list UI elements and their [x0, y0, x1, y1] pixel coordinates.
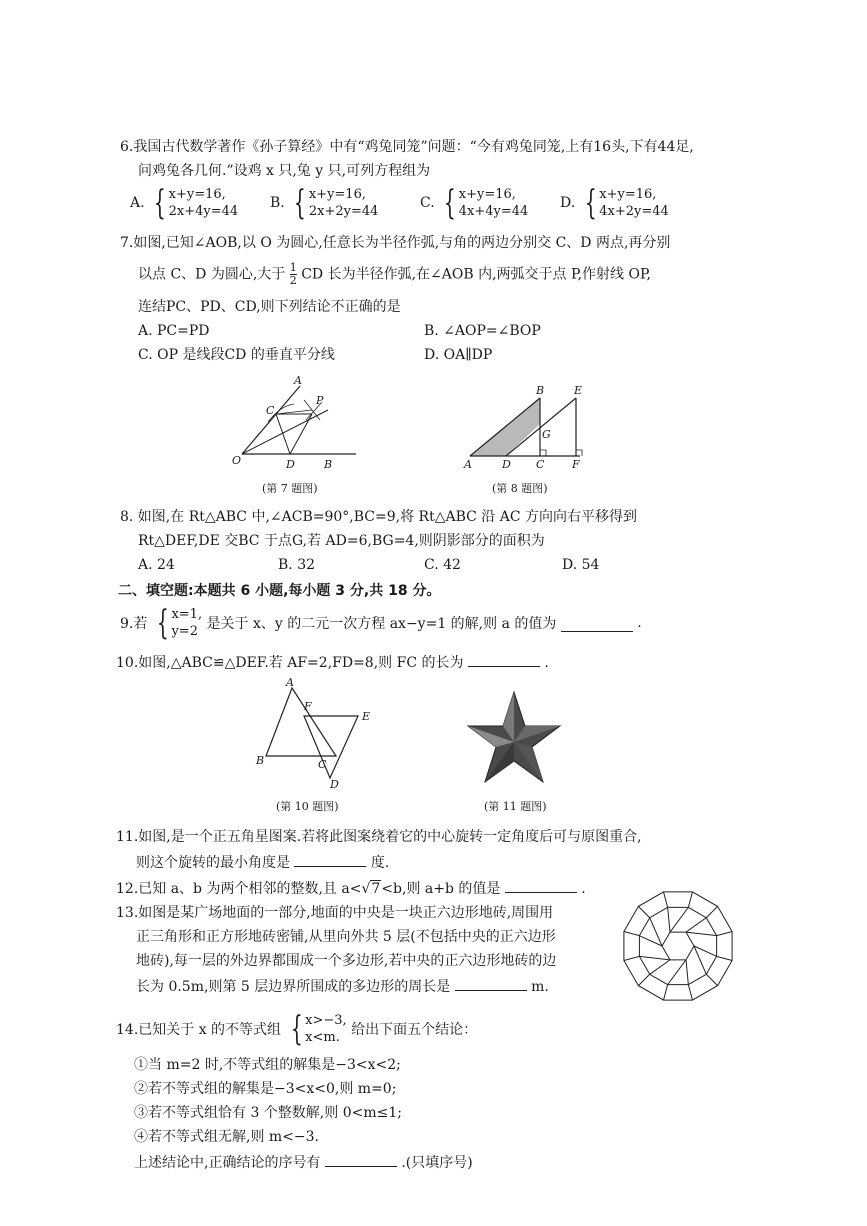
fig11-caption: (第 11 题图)	[484, 800, 547, 813]
fig8-caption: (第 8 题图)	[492, 482, 548, 495]
q8-option-d: D. 54	[562, 557, 600, 573]
fig10-label-c: C	[318, 758, 327, 771]
fig10-label-f: F	[304, 700, 312, 713]
q8-option-a: A. 24	[138, 557, 175, 573]
figure-10	[250, 674, 380, 790]
fig7-label-o: O	[232, 454, 242, 467]
q13-line3: 地砖),每一层的外边界都围成一个多边形,若中央的正六边形地砖的边	[136, 953, 557, 969]
q7-option-b: B. ∠AOP=∠BOP	[424, 323, 541, 339]
fig10-caption: (第 10 题图)	[276, 800, 339, 813]
figure-7	[228, 372, 368, 472]
q6-option-d: D. { x+y=16, 4x+2y=44	[560, 183, 669, 223]
q7-line1: 7.如图,已知∠AOB,以 O 为圆心,任意长为半径作弧,与角的两边分别交 C、D 两点,再分别	[120, 235, 671, 251]
fig7-label-b: B	[324, 458, 333, 471]
q8-line1: 8. 如图,在 Rt△ABC 中,∠ACB=90°,BC=9,将 Rt△ABC 沿 AC 方向向右平移得到	[120, 509, 638, 525]
q7-line2: 以点 C、D 为圆心,大于 $\frac{1}{2}$ CD 长为半径作弧,在∠AOB 内,两弧交于点 P,作射线 OP,	[138, 261, 651, 287]
q14-item-3: ③若不等式组恰有 3 个整数解,则 0<m≤1;	[134, 1105, 402, 1121]
q14-conclusion: 上述结论中,正确结论的序号有 .(只填序号)	[134, 1150, 473, 1174]
q10-answer-blank[interactable]	[468, 650, 540, 667]
section-fill-in-heading: 二、填空题:本题共 6 小题,每小题 3 分,共 18 分。	[118, 583, 441, 599]
fig8-label-c: C	[536, 458, 545, 471]
fraction-one-half: $\frac{1}{2}$	[289, 261, 297, 287]
fig8-label-a: A	[464, 458, 472, 471]
q14-item-1: ①当 m=2 时,不等式组的解集是−3<x<2;	[134, 1057, 401, 1073]
fig8-label-f: F	[572, 458, 580, 471]
q8-option-c: C. 42	[424, 557, 461, 573]
q11-line1: 11.如图,是一个正五角星图案.若将此图案绕着它的中心旋转一定角度后可与原图重合,	[116, 829, 642, 845]
q6-option-c: C. { x+y=16, 4x+4y=44	[420, 183, 529, 223]
q11-answer-blank[interactable]	[294, 850, 366, 867]
fig7-label-a: A	[294, 374, 302, 387]
q14-item-2: ②若不等式组的解集是−3<x<0,则 m=0;	[134, 1081, 397, 1097]
q11-line2: 则这个旋转的最小角度是 度.	[136, 850, 389, 874]
q12: 12.已知 a、b 为两个相邻的整数,且 a<√7<b,则 a+b 的值是 .	[116, 876, 586, 900]
q13-line4: 长为 0.5m,则第 5 层边界所围成的多边形的周长是 m.	[136, 974, 549, 998]
q6-option-a: A. { x+y=16, 2x+4y=44	[130, 183, 239, 223]
fig7-label-c: C	[266, 404, 275, 417]
q7-option-d: D. OA∥DP	[424, 347, 493, 363]
q13-answer-blank[interactable]	[455, 974, 527, 991]
star-icon	[464, 688, 564, 788]
fig8-label-b: B	[536, 384, 545, 397]
fig7-caption: (第 7 题图)	[262, 482, 318, 495]
q6-line1: 6.我国古代数学著作《孙子算经》中有“鸡兔同笼”问题：“今有鸡兔同笼,上有16头,下有44足,	[120, 139, 694, 155]
q10: 10.如图,△ABC≌△DEF.若 AF=2,FD=8,则 FC 的长为 .	[116, 650, 549, 674]
q6-line2: 问鸡兔各几何.”设鸡 x 只,兔 y 只,可列方程组为	[138, 163, 431, 179]
q14-answer-blank[interactable]	[325, 1150, 397, 1167]
q14-item-4: ④若不等式组无解,则 m<−3.	[134, 1129, 319, 1145]
q13-line1: 13.如图是某广场地面的一部分,地面的中央是一块正六边形地砖,周围用	[116, 905, 554, 921]
fig10-label-a: A	[286, 676, 294, 689]
q7-line3: 连结PC、PD、CD,则下列结论不正确的是	[138, 299, 401, 315]
fig10-label-b: B	[256, 754, 265, 767]
fig7-label-d: D	[286, 458, 295, 471]
fig8-label-d: D	[502, 458, 511, 471]
q14-stem: 14.已知关于 x 的不等式组 { x>−3, x<m. 给出下面五个结论：	[116, 1009, 478, 1049]
q6-option-b: B. { x+y=16, 2x+2y=44	[270, 183, 379, 223]
q9-answer-blank[interactable]	[561, 615, 633, 632]
q7-option-c: C. OP 是线段CD 的垂直平分线	[138, 347, 335, 363]
fig8-label-e: E	[574, 384, 583, 397]
q13-line2: 正三角形和正方形地砖密铺,从里向外共 5 层(不包括中央的正六边形	[136, 929, 556, 945]
q9: 9.若 { x=1, y=2 是关于 x、y 的二元一次方程 ax−y=1 的解,则 a 的值为 .	[120, 603, 642, 643]
fig10-label-d: D	[330, 778, 339, 790]
fig10-label-e: E	[362, 710, 371, 723]
figure-13-tiling	[618, 886, 738, 1006]
fig8-label-g: G	[542, 428, 551, 441]
q7-option-a: A. PC=PD	[138, 323, 210, 339]
figure-8	[456, 384, 596, 472]
q8-line2: Rt△DEF,DE 交BC 于点G,若 AD=6,BG=4,则阴影部分的面积为	[138, 533, 545, 549]
fig7-label-p: P	[316, 394, 324, 407]
q8-option-b: B. 32	[278, 557, 316, 573]
q12-answer-blank[interactable]	[505, 876, 577, 893]
